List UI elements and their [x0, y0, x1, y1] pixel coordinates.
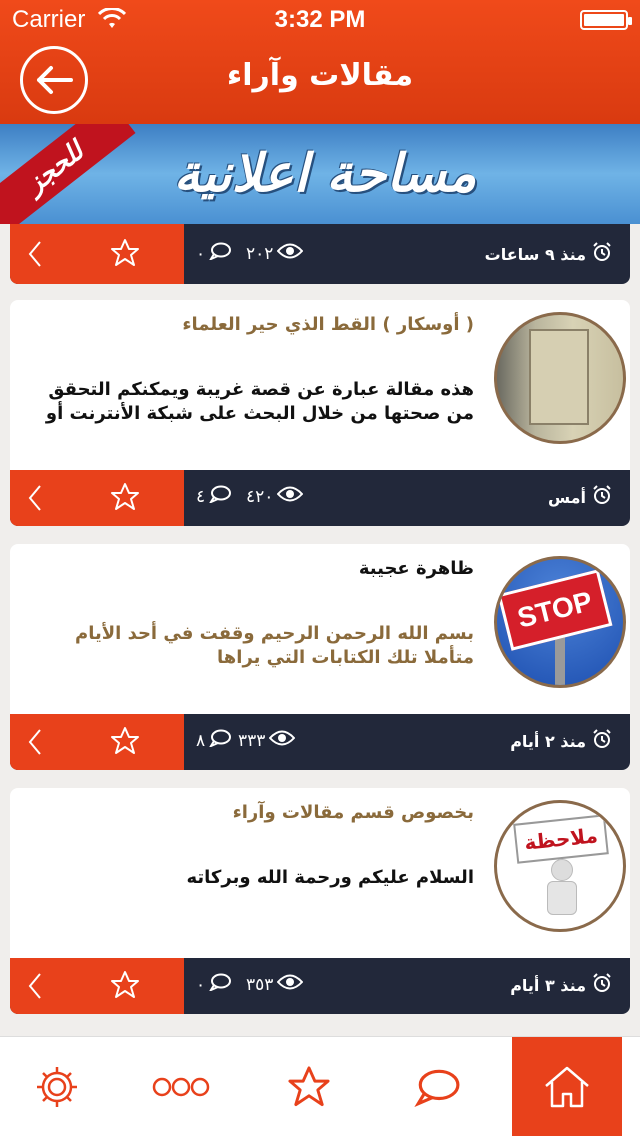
comments-count: ٠ [196, 242, 231, 265]
more-dots-icon [152, 1075, 210, 1099]
carrier-label: Carrier [12, 6, 86, 33]
speech-bubble-icon [209, 729, 231, 752]
article-excerpt: بسم الله الرحمن الرحيم وقفت في أحد الأيام متأملا تلك الكتابات التي يراها [75, 623, 474, 668]
chevron-left-icon[interactable] [28, 728, 42, 760]
speech-bubble-icon [209, 242, 231, 265]
star-icon[interactable] [110, 726, 140, 760]
stop-sign: STOP [498, 569, 613, 650]
time-label: منذ ٩ ساعات [484, 244, 586, 264]
nav-header [0, 0, 640, 124]
article-title: ظاهرة عجيبة [358, 558, 474, 579]
home-icon [542, 1064, 592, 1110]
tab-bar [0, 1036, 640, 1136]
article-stats-bar [10, 470, 630, 526]
tab-settings[interactable] [2, 1037, 112, 1136]
gear-icon [33, 1063, 81, 1111]
article-title: بخصوص قسم مقالات وآراء [232, 802, 474, 823]
article-time [510, 973, 612, 997]
alarm-clock-icon [592, 729, 612, 753]
comments-count: ٨ [196, 729, 231, 752]
article-time [510, 729, 612, 753]
views-count: ٤٢٠ [246, 485, 303, 508]
eye-icon [277, 973, 303, 996]
alarm-clock-icon [592, 485, 612, 509]
battery-icon [580, 10, 628, 30]
eye-icon [277, 485, 303, 508]
article-stats-bar [10, 714, 630, 770]
status-time: 3:32 PM [274, 6, 366, 33]
tab-comments[interactable] [382, 1037, 492, 1136]
article-excerpt: السلام عليكم ورحمة الله وبركاته [186, 867, 474, 888]
article-card[interactable] [10, 544, 630, 770]
speech-bubble-icon [414, 1067, 460, 1107]
door-photo [529, 329, 589, 425]
speech-bubble-icon [209, 973, 231, 996]
article-time [548, 485, 612, 509]
star-icon[interactable] [110, 970, 140, 1004]
eye-icon [269, 729, 295, 752]
note-sign: ملاحظة [513, 814, 609, 863]
time-label: منذ ٢ أيام [510, 731, 586, 751]
alarm-clock-icon [592, 242, 612, 266]
article-thumbnail [494, 556, 626, 688]
views-count: ٣٥٣ [246, 973, 303, 996]
article-title: ( أوسكار ) القط الذي حير العلماء [182, 314, 474, 335]
tab-favorites[interactable] [254, 1037, 364, 1136]
article-thumbnail [494, 312, 626, 444]
star-icon[interactable] [110, 238, 140, 272]
time-label: أمس [547, 487, 586, 507]
page-title: مقالات وآراء [226, 58, 414, 93]
banner-ribbon: للحجز [0, 124, 136, 224]
article-card[interactable] [10, 300, 630, 526]
ad-banner[interactable] [0, 124, 640, 224]
comments-count: ٠ [196, 973, 231, 996]
tab-home[interactable] [512, 1037, 622, 1136]
status-bar [0, 0, 640, 40]
time-label: منذ ٣ أيام [510, 975, 586, 995]
article-card[interactable] [10, 224, 630, 284]
alarm-clock-icon [592, 973, 612, 997]
tab-more[interactable] [126, 1037, 236, 1136]
article-stats-bar [10, 958, 630, 1014]
article-thumbnail [494, 800, 626, 932]
banner-text: مساحة اعلانية [173, 144, 477, 204]
article-card[interactable] [10, 788, 630, 1014]
comments-count: ٤ [196, 485, 231, 508]
views-count: ٢٠٢ [246, 242, 303, 265]
article-stats-bar [10, 224, 630, 284]
article-excerpt: هذه مقالة عبارة عن قصة غريبة ويمكنكم التحقق من صحتها من خلال البحث على شبكة الأنترنت أو [45, 379, 474, 424]
article-time [485, 242, 612, 266]
eye-icon [277, 242, 303, 265]
star-icon[interactable] [110, 482, 140, 516]
chevron-left-icon[interactable] [28, 972, 42, 1004]
star-icon [286, 1065, 332, 1109]
views-count: ٣٣٣ [238, 729, 295, 752]
speech-bubble-icon [209, 485, 231, 508]
chevron-left-icon[interactable] [28, 240, 42, 272]
chevron-left-icon[interactable] [28, 484, 42, 516]
